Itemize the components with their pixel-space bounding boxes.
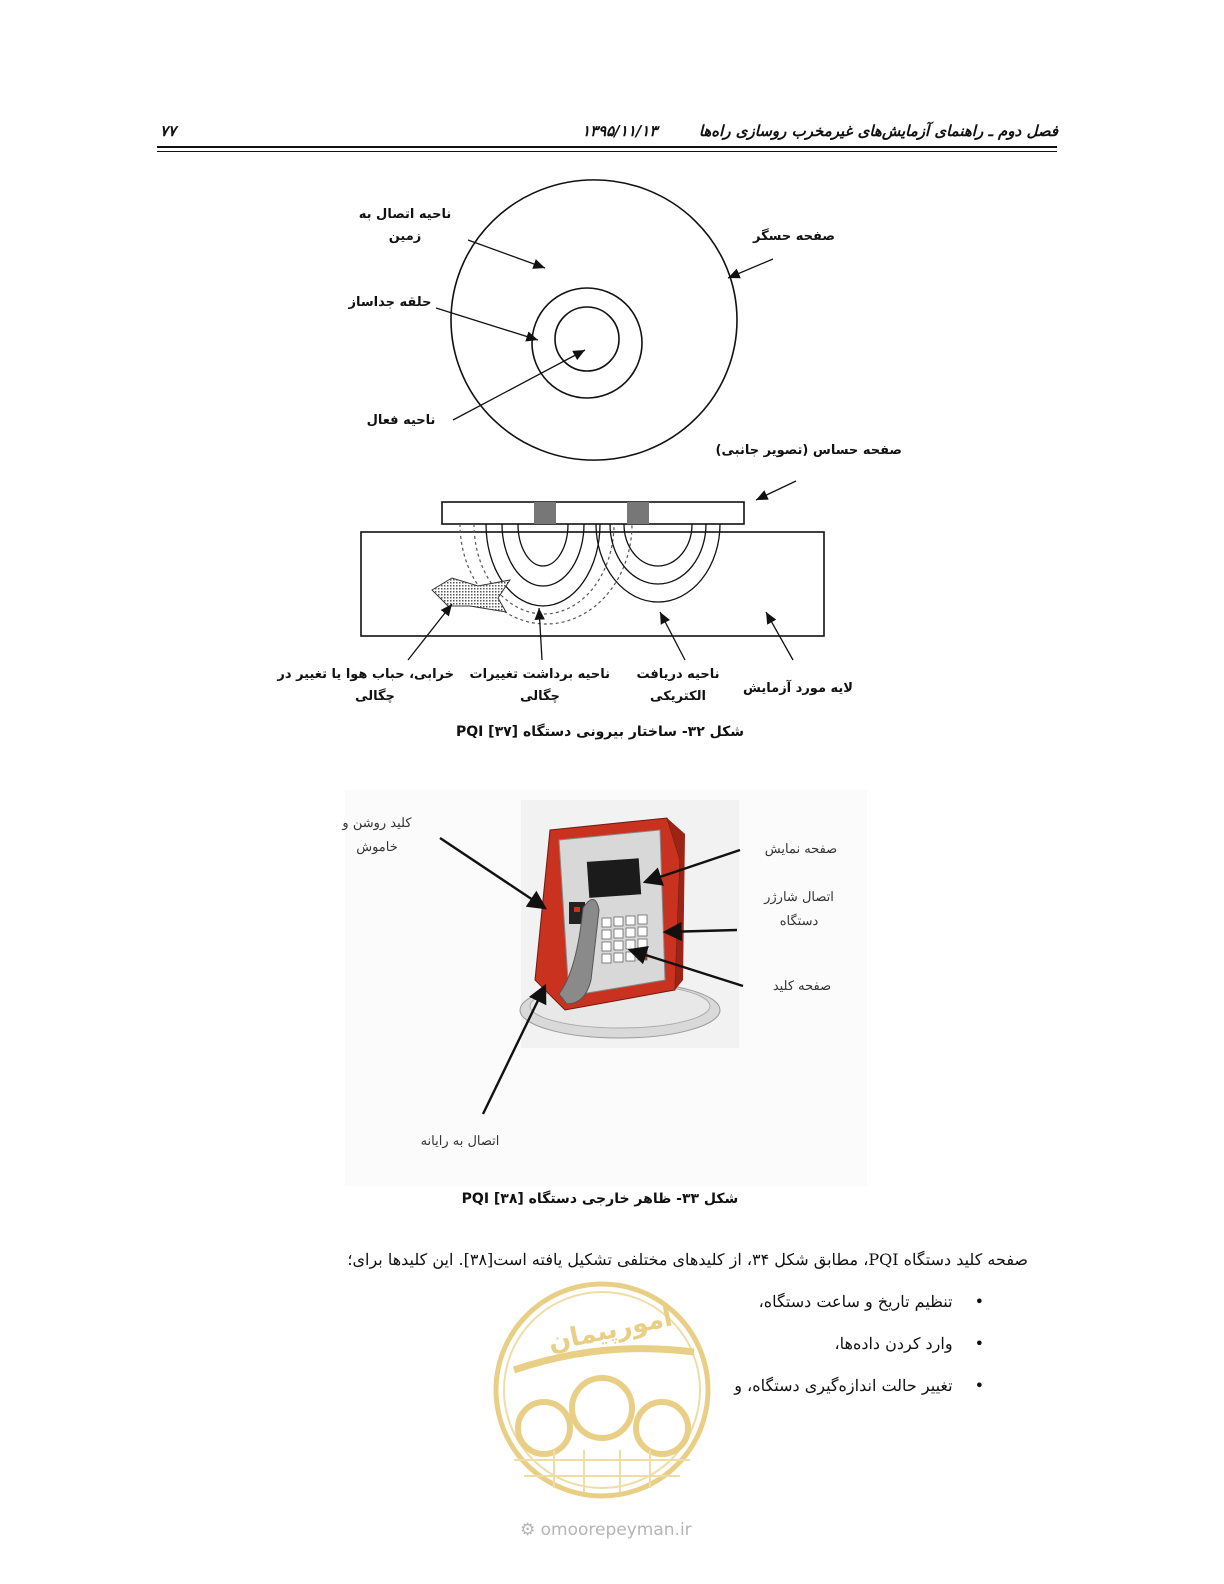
- watermark-logo: [484, 1280, 720, 1506]
- page-header-date: ۱۳۹۵/۱۱/۱۳: [582, 122, 658, 140]
- figure33-caption: شکل ۳۳- ظاهر خارجی دستگاه PQI [۳۸]: [461, 1191, 739, 1207]
- page-header-title: فصل دوم ـ راهنمای آزمایش‌های غیرمخرب روسازی راه‌ها: [698, 122, 1058, 140]
- label-defect-line1: خرابی، حباب هوا یا تغییر در: [277, 667, 454, 682]
- arrow-active: [453, 350, 585, 420]
- watermark-url: [520, 1520, 692, 1540]
- arrow-ground: [468, 240, 545, 268]
- label-ground-connection: [355, 204, 455, 248]
- separator-ring-circle: [532, 288, 642, 398]
- label-charger-line2: دستگاه: [779, 914, 819, 929]
- arrow-defect: [408, 604, 452, 660]
- label-keypad: صفحه کلید: [772, 979, 832, 994]
- list-item: • تنظیم تاریخ و ساعت دستگاه،: [759, 1292, 984, 1311]
- label-power-key-line2: خاموش: [356, 840, 398, 855]
- label-electric-field: [630, 664, 726, 708]
- label-ground-connection-line2: زمین: [388, 229, 422, 244]
- watermark-logo-text: امورپیمان: [545, 1302, 676, 1358]
- label-density-change: [470, 664, 610, 708]
- watermark-url-icon: ⚙: [520, 1520, 536, 1540]
- label-electric-field-line1: ناحیه دریافت: [636, 667, 720, 682]
- label-charger: [754, 886, 844, 934]
- electrode-left: [534, 502, 556, 524]
- label-defect-line2: چگالی: [355, 689, 395, 704]
- outer-plate-circle: [451, 180, 737, 460]
- test-layer-rect: [361, 532, 824, 636]
- label-density-change-line1: ناحیه برداشت تغییرات: [469, 667, 610, 682]
- label-sensor-plate: صفحه حسگر: [753, 229, 835, 244]
- label-density-change-line2: چگالی: [520, 689, 560, 704]
- arrow-sensitive-plate: [756, 481, 796, 500]
- device-display: [587, 858, 641, 898]
- label-active-zone: ناحیه فعال: [366, 413, 436, 428]
- defect-shape: [432, 578, 510, 612]
- sensor-plate-rect: [442, 502, 744, 524]
- label-sensitive-plate-side: صفحه حساس (تصویر جانبی): [715, 443, 902, 458]
- label-power-key-line1: کلید روشن و: [342, 816, 412, 831]
- label-display: صفحه نمایش: [764, 842, 838, 857]
- figure32-caption: شکل ۳۲- ساختار بیرونی دستگاه PQI [۳۷]: [455, 724, 745, 740]
- label-electric-field-line2: الکتریکی: [650, 689, 706, 704]
- arrow-sensor-plate: [728, 259, 773, 278]
- pqi-structure-diagram: [0, 0, 1224, 760]
- label-separator-ring: حلقه جداساز: [348, 295, 432, 310]
- body-paragraph: صفحه کلید دستگاه PQI، مطابق شکل ۳۴، از کلیدهای مختلفی تشکیل یافته است[۳۸]. این کلیدها برای؛: [347, 1250, 1028, 1269]
- label-computer-port: اتصال به رایانه: [420, 1134, 500, 1149]
- arrow-density: [539, 608, 542, 660]
- list-item: • تغییر حالت اندازه‌گیری دستگاه، و: [734, 1376, 984, 1395]
- label-ground-connection-line1: ناحیه اتصال به: [358, 207, 452, 222]
- label-power-key: [322, 812, 432, 860]
- label-test-layer: لایه مورد آزمایش: [743, 681, 853, 696]
- label-defect: [277, 664, 454, 708]
- electrode-right: [627, 502, 649, 524]
- label-charger-line1: اتصال شارژر: [764, 890, 834, 905]
- list-item: • وارد کردن داده‌ها،: [834, 1334, 984, 1353]
- watermark-url-text: omoorepeyman.ir: [540, 1520, 692, 1540]
- page-number: ۷۷: [160, 122, 177, 140]
